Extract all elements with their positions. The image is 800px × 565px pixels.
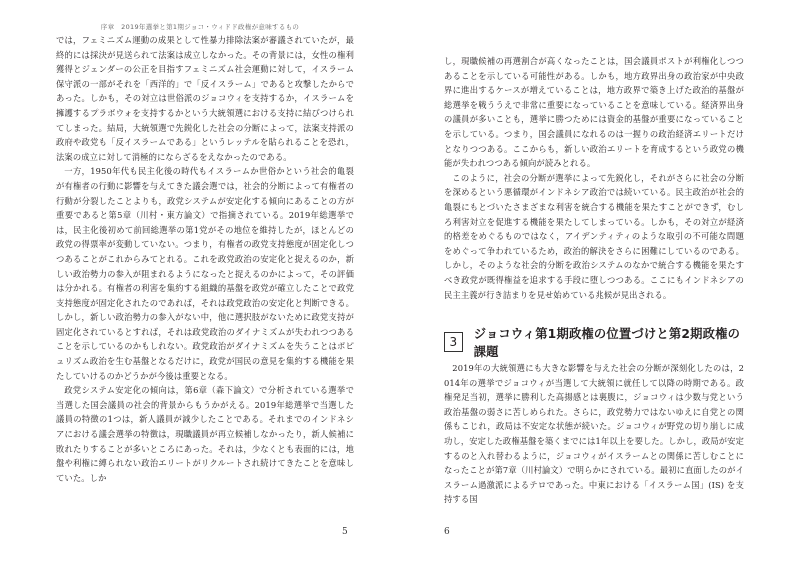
section-title: ジョコウィ第1期政権の位置づけと第2期政権の課題 — [473, 327, 741, 359]
paragraph: このように，社会の分断が選挙によって先鋭化し，それがさらに社会の分断を深めるという悪循環がインドネシア政治では続いている。民主政治が社会的亀裂にもとづいたさまざまな利害を統合する機能を果たすことができず，むしろ利害対立を促進する機能を果たしてしまっている。しかも，その対立が経済的格差をめぐるものではなく，アイデンティティのような取引の不可能な問題をめぐって争われているため，政治的解決をさらに困難にしているのである。しかし，そのような社会的分断を政治システムのなかで統合する機能を果たすべき政党が既得権益を追求する手段に堕しつつある。ここにもインドネシアの民主主義が行き詰まりを見せ始めている兆候が見出される。 — [444, 172, 744, 300]
paragraph: 2019年の大統領選にも大きな影響を与えた社会の分断が深刻化したのは，2014年の選挙でジョコウィが当選して大統領に就任して以降の時期である。政権発足当初，選挙に勝利した高揚感とは裏腹に，ジョコウィは少数与党という政治基盤の弱さに苦しめられた。さらに，政党勢力ではないゆえに自党との関係もこじれ，政局は不安定な状態が続いた。ジョコウィが野党の切り崩しに成功し，安定した政権基盤を築くまでには1年以上を要した。しかし，政局が安定するのと入れ替わるように，ジョコウィがイスラームとの関係に苦しむことになったことが第7章（川村論文）で明らかにされている。最初に直面したのがイスラーム過激派によるテロであった。中東における「イスラーム国」(IS) を支持する国 — [444, 363, 744, 505]
running-header: 序章 2019年選挙と第1期ジョコ・ウィドド政権が意味するもの — [100, 23, 300, 31]
right-page-body-top — [444, 54, 744, 302]
right-page — [400, 0, 800, 565]
paragraph: し，現職候補の再選割合が高くなったことは，国会議員ポストが利権化しつつあることを示している可能性がある。しかも，地方政界出身の政治家が中央政界に進出するケースが増えていることは，地方政界で築き上げた政治的基盤が総選挙を戦ううえで非常に重要になっていることを意味している。経済界出身の議員が多いことも，選挙に勝つためには資金的基盤が重要になっていることを示している。つまり，国会議員になれるのは一握りの政治経済エリートだけとなりつつある。ここからも，新しい政治エリートを育成するという政党の機能が失われつつある傾向が読みとれる。 — [444, 56, 744, 169]
paragraph: 政党システム安定化の傾向は，第6章（森下論文）で分析されている選挙で当選した国会議員の社会的背景からもうかがえる。2019年総選挙で当選した議員の特徴の1つは，新人議員が減少したことである。それまでのインドネシアにおける議会選挙の特徴は，現職議員が再立候補しなかったり，新人候補に敗れたりすることが多いところにあった。それは，少なくとも表面的には，地盤や利権に縛られない政治エリートがリクルートされ続けてきたことを意味していた。しか — [56, 385, 354, 483]
paragraph: では，フェミニズム運動の成果として性暴力排除法案が審議されていたが，最終的には採決が見送られて法案は成立しなかった。その背景には，女性の権利獲得とジェンダーの公正を目指すフェミニズム社会運動に対して，イスラーム保守派の一部がそれを「西洋的」で「反イスラーム」であると攻撃したからであった。しかも，その対立は世俗派のジョコウィを支持するか，イスラームを擁護するプラボウォを支持するかという大統領選における支持に結びつけられてしまった。結局，大統領選で先鋭化した社会の分断によって，法案支持派の政府や政党も「反イスラームである」というレッテルを貼られることを恐れ，法案の成立に対して消極的にならざるをえなかったのである。 — [56, 35, 354, 162]
page-number: 6 — [444, 527, 450, 537]
right-page-body-bottom — [444, 361, 744, 507]
section-heading — [444, 327, 744, 359]
section-number-box: 3 — [444, 332, 463, 352]
paragraph: 一方，1950年代も民主化後の時代もイスラームか世俗かという社会的亀裂が有権者の行動に影響を与えてきた議会選では，社会的分断によって有権者の行動が分裂したことよりも，政党システムが安定化する傾向にあることの方が重要であると第5章（川村・東方論文）で指摘されている。2019年総選挙では，民主化後初めて前回総選挙の第1党がその地位を維持したが，ほとんどの政党の得票率が変動していない。つまり，有権者の政党支持態度が固定化しつつあることがこれからみてとれる。これを政党政治の安定化と捉えるのか，新しい政治勢力の参入が阻まれるようになったと捉えるのかによって，その評価は分かれる。有権者の利害を集約する組織的基盤を政党が確立したことで政党支持態度が固定化されたのであれば，それは政党政治の安定化と判断できる。しかし，新しい政治勢力の参入がない中，他に選択肢がないために政党支持が固定化されているとすれば，それは政党政治のダイナミズムが失われつつあることを示しているのかもしれない。政党政治がダイナミズムを失うことはポピュリズム政治を生む基盤となるだけに，政党が国民の意見を集約する機能を果たしていけるのかどうかが今後は重要となる。 — [56, 166, 354, 381]
left-page-body — [56, 33, 354, 485]
page-number: 5 — [342, 527, 348, 537]
